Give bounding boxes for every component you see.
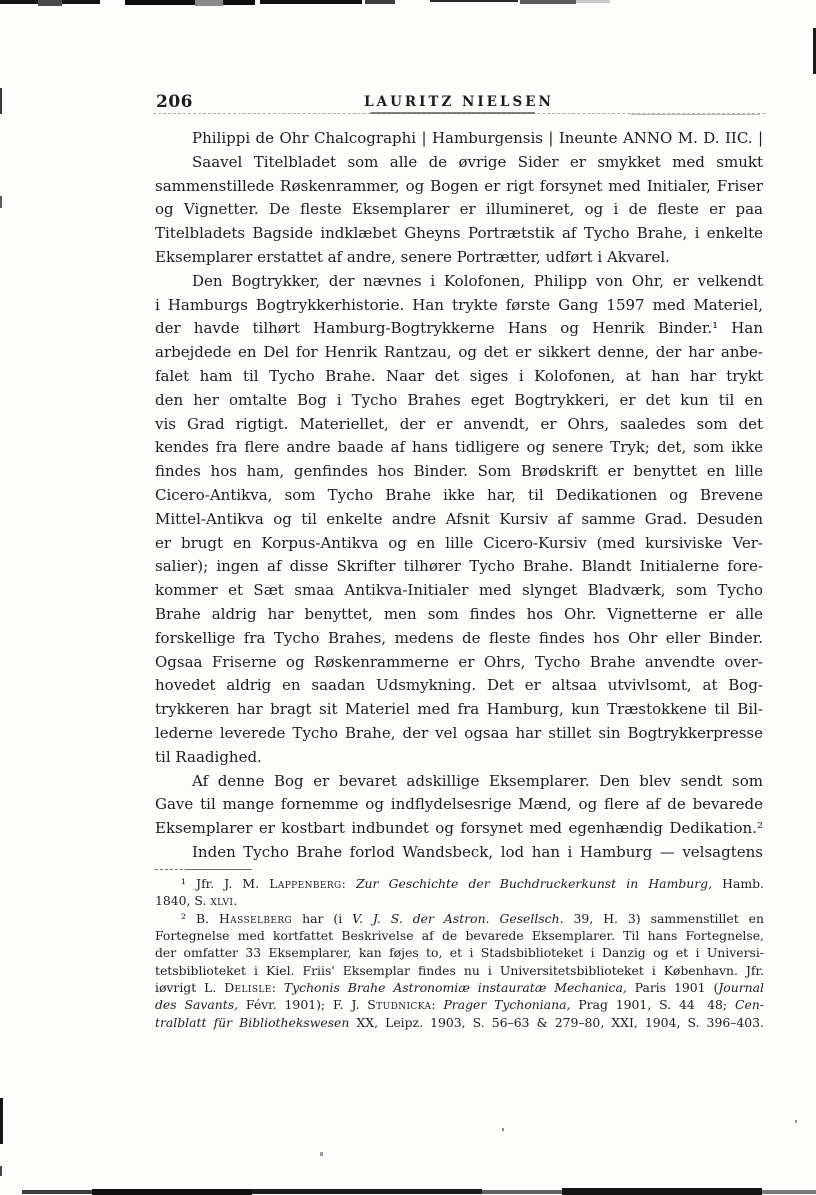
footnote-separator — [185, 869, 251, 870]
text-line — [155, 927, 764, 944]
scan-artifact — [576, 0, 610, 3]
footnotes — [155, 875, 764, 1031]
text-segment: salier); ingen af disse Skrifter tilhører Tycho Brahe. Blandt Initialerne fore- — [155, 557, 763, 576]
scan-artifact — [320, 1152, 323, 1156]
italic-text: tralblatt für Bibliothekswesen — [155, 1014, 350, 1030]
scan-artifact — [0, 196, 2, 208]
scan-artifact — [430, 0, 518, 2]
text-segment: 1840, S. — [155, 893, 211, 909]
text-segment: Inden Tycho Brahe forlod Wandsbeck, lod han i Hamburg — velsagtens — [192, 842, 763, 861]
text-segment: trykkeren har bragt sit Materiel med fra Hamburg, kun Træstokkene til Bil- — [155, 700, 763, 719]
text-segment: : — [341, 876, 356, 891]
text-segment: 39, H. 3) sammenstillet en — [563, 910, 764, 926]
text-segment: er brugt en Korpus-Antikva og en lille Cicero-Kursiv (med kursiviske Ver- — [155, 533, 763, 552]
text-segment: i Hamburgs Bogtrykkerhistorie. Han trykte første Gang 1597 med Materiel, — [155, 295, 763, 314]
text-line — [155, 555, 763, 579]
text-segment: Hamb. — [712, 876, 764, 891]
text-segment: til Raadighed. — [155, 747, 262, 766]
scan-artifact — [0, 88, 2, 114]
text-segment: : — [431, 997, 444, 1013]
text-segment: iøvrigt L. — [155, 980, 225, 996]
scan-artifact — [0, 1098, 3, 1144]
text-segment: den her omtalte Bog i Tycho Brahes eget Bogtrykkeri, er det kun til en — [155, 390, 763, 409]
text-segment: forskellige fra Tycho Brahes, medens de fleste findes hos Ohr eller Binder. — [155, 628, 763, 647]
text-line — [155, 460, 763, 484]
page-header — [155, 92, 763, 116]
scan-artifact — [252, 1189, 482, 1194]
text-segment: der havde tilhørt Hamburg-Bogtrykkerne Hans og Henrik Binder.¹ Han — [155, 319, 763, 338]
text-segment: Den Bogtrykker, der nævnes i Kolofonen, Philipp von Ohr, er velkendt — [192, 271, 763, 290]
text-segment: lederne leverede Tycho Brahe, der vel ogsaa har stillet sin Bogtrykkerpresse — [155, 723, 763, 742]
text-line — [155, 198, 763, 222]
text-line — [155, 484, 763, 508]
text-line — [155, 793, 763, 817]
italic-text: Tychonis Brahe Astronomiæ instauratæ Mechanica, — [283, 980, 627, 996]
text-segment: XX, Leipz. 1903, S. 56–63 & 279–80, XXI, 1904, S. 396–403. — [349, 1014, 764, 1030]
text-line — [155, 175, 763, 199]
text-segment: Gave til mange fornemme og indflydelsesrige Mænd, og flere af de bevarede — [155, 795, 763, 814]
text-line — [155, 365, 763, 389]
text-segment: vis Grad rigtigt. Materiellet, der er anvendt, er Ohrs, saaledes som det — [155, 414, 763, 433]
text-line — [155, 892, 764, 909]
text-line — [155, 508, 763, 532]
text-segment: og Vignetter. De fleste Eksemplarer er illumineret, og i de fleste er paa — [155, 200, 763, 219]
scan-artifact — [22, 1190, 92, 1194]
scan-artifact — [502, 1128, 504, 1131]
italic-text: V. J. S. der Astron. Gesellsch. — [352, 910, 564, 926]
text-segment: Philippi de Ohr Chalcographi | Hamburgensis | Ineunte ANNO M. D. IIC. | — [192, 129, 763, 147]
text-segment: Ogsaa Friserne og Røskenrammerne er Ohrs, Tycho Brahe anvendte over- — [155, 652, 763, 671]
text-segment: Brahe aldrig har benyttet, men som findes hos Ohr. Vignetterne er alle — [155, 604, 763, 623]
text-line — [155, 341, 763, 365]
smallcaps-text: xlvi — [210, 893, 234, 909]
smallcaps-text: Hasselberg — [218, 910, 293, 926]
text-segment: findes hos ham, genfindes hos Binder. Som Brødskrift er benyttet en lille — [155, 462, 763, 481]
text-segment: har (i — [292, 910, 353, 926]
text-segment: kendes fra flere andre baade af hans tidligere og senere Tryk; det, som ikke — [155, 438, 763, 457]
text-segment: tetsbiblioteket i Kiel. Friis' Eksemplar findes nu i Universitetsbiblioteket i København. Jfr. — [155, 962, 764, 978]
text-segment: ¹ Jfr. J. M. — [181, 876, 270, 891]
text-line — [155, 222, 763, 246]
body-text — [155, 127, 763, 865]
scan-artifact — [762, 1190, 816, 1194]
scan-artifact — [482, 1190, 562, 1194]
text-segment: arbejdede en Del for Henrik Rantzau, og det er sikkert denne, der har anbe- — [155, 343, 763, 362]
text-line — [155, 651, 763, 675]
text-line — [155, 979, 764, 996]
text-line — [155, 746, 763, 770]
text-line — [155, 317, 763, 341]
text-segment: sammenstillede Røskenrammer, og Bogen er rigt forsynet med Initialer, Friser — [155, 176, 763, 195]
text-segment: Cicero-Antikva, som Tycho Brahe ikke har, til Dedikationen og Brevene — [155, 485, 763, 504]
text-line — [155, 944, 764, 961]
italic-text: Zur Geschichte der Buchdruckerkunst in Hamburg, — [355, 876, 713, 891]
text-segment: Eksemplarer erstattet af andre, senere Portrætter, udført i Akvarel. — [155, 247, 670, 266]
scan-artifact — [260, 0, 362, 4]
text-line — [155, 151, 763, 175]
text-line — [155, 875, 764, 892]
text-segment: : — [271, 980, 284, 996]
italic-text: Prager Tychoniana, — [443, 997, 571, 1013]
page-number: 206 — [156, 92, 193, 112]
text-line — [155, 127, 763, 151]
text-segment: falet ham til Tycho Brahe. Naar det siges i Kolofonen, at han har trykt — [155, 366, 763, 385]
text-line — [155, 436, 763, 460]
text-segment: kommer et Sæt smaa Antikva-Initialer med slynget Bladværk, som Tycho — [155, 581, 763, 600]
italic-text: des Savants, — [155, 997, 239, 1013]
text-line — [155, 389, 763, 413]
text-line — [155, 962, 764, 979]
header-rule — [630, 114, 760, 115]
italic-text: Journal — [718, 980, 764, 996]
text-segment: Titelbladets Bagside indklæbet Gheyns Portrætstik af Tycho Brahe, i enkelte — [155, 224, 763, 243]
text-line — [155, 698, 763, 722]
scan-artifact — [520, 0, 576, 4]
header-rule — [370, 112, 535, 114]
smallcaps-text: Studnicka — [367, 997, 432, 1013]
text-line — [155, 413, 763, 437]
text-segment: . — [233, 893, 238, 909]
text-segment: Saavel Titelbladet som alle de øvrige Sider er smykket med smukt — [192, 152, 763, 171]
text-line — [155, 841, 763, 865]
text-line — [155, 294, 763, 318]
running-title: LAURITZ NIELSEN — [364, 94, 554, 110]
text-segment: Prag 1901, S. 44 48; — [570, 997, 735, 1013]
text-line — [155, 246, 763, 270]
text-line — [155, 532, 763, 556]
text-line — [155, 910, 764, 927]
scan-artifact — [125, 0, 255, 5]
text-line — [155, 579, 763, 603]
text-segment: Eksemplarer er kostbart indbundet og forsynet med egenhændig Dedikation.² — [155, 819, 763, 838]
text-segment: Af denne Bog er bevaret adskillige Eksemplarer. Den blev sendt som — [192, 771, 763, 790]
text-segment: Févr. 1901); F. J. — [238, 997, 368, 1013]
text-line — [155, 270, 763, 294]
text-line — [155, 722, 763, 746]
scan-artifact — [795, 1120, 797, 1123]
text-segment: hovedet aldrig en saadan Udsmykning. Det er altsaa utvivlsomt, at Bog- — [155, 676, 763, 695]
scan-artifact — [0, 1166, 2, 1176]
smallcaps-text: Lappenberg — [269, 876, 342, 891]
text-line — [155, 1014, 764, 1031]
scan-artifact — [195, 0, 223, 6]
italic-text: Cen- — [735, 997, 764, 1013]
text-segment: Fortegnelse med kortfattet Beskrivelse af de bevarede Eksemplarer. Til hans Fortegnelse, — [155, 928, 764, 944]
scan-artifact — [562, 1188, 762, 1195]
text-segment: Mittel-Antikva og til enkelte andre Afsnit Kursiv af samme Grad. Desuden — [155, 509, 763, 528]
text-line — [155, 817, 763, 841]
text-segment: ² B. — [181, 910, 219, 926]
smallcaps-text: Delisle — [224, 980, 272, 996]
scan-artifact — [92, 1189, 252, 1195]
text-line — [155, 627, 763, 651]
scan-artifact — [365, 0, 395, 4]
text-line — [155, 996, 764, 1013]
text-line — [155, 603, 763, 627]
text-segment: Paris 1901 ( — [626, 980, 719, 996]
text-line — [155, 674, 763, 698]
text-line — [155, 770, 763, 794]
scan-artifact — [38, 0, 62, 6]
text-segment: der omfatter 33 Eksemplarer, kan føjes to, et i Stadsbiblioteket i Danzig og et i Universi- — [155, 945, 764, 961]
